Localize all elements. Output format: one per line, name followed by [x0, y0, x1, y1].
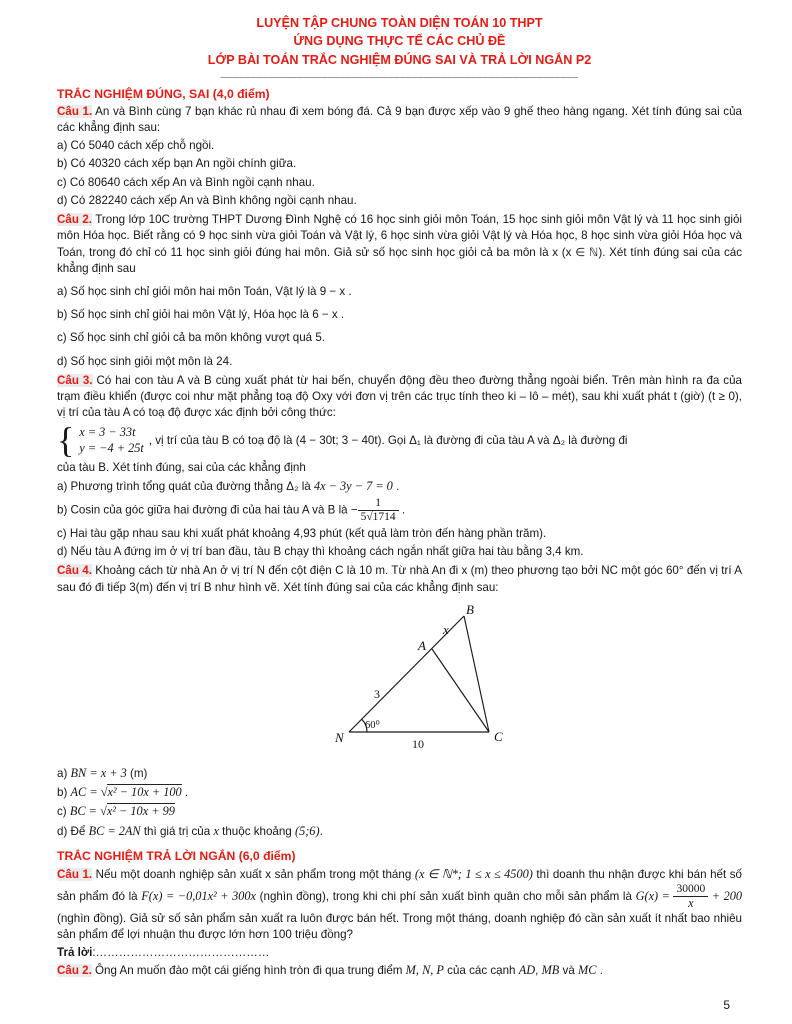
q4-d-text: d) Để [57, 824, 89, 838]
answer-line [57, 946, 742, 959]
q3-text-after-system: , vị trí của tàu B có toạ độ là (4 − 30t; 3 − 40t). Gọi Δ₁ là đường đi của tàu A và Δ₂ là đường đi [148, 433, 628, 447]
q3-a-equation: 4x − 3y − 7 = 0 [313, 479, 393, 494]
short-answer-question-2 [57, 962, 742, 979]
question-3-paragraph [57, 373, 742, 422]
sa-q1-text-4: (nghìn đồng). Giả sử số sản phẩm sản xuất ra luôn được bán hết. Trong một tháng, doanh nghiệp đó cần sản xuất ít nhất bao nhiêu sản phẩm để lợi nhuận thu được lớn hơn 100 triệu đồng? [57, 911, 742, 941]
sa-q2-midpoints: M, N, P [405, 963, 444, 978]
title-line-2: ỨNG DỤNG THỰC TẾ CÁC CHỦ ĐỀ [293, 34, 506, 49]
length-label-NC: 10 [412, 736, 424, 751]
q3-b-fraction [358, 497, 399, 524]
question-4-label: Câu 4. [57, 564, 92, 578]
fraction-denominator [358, 511, 399, 524]
sa-q2-side-MB: MB [541, 963, 560, 978]
sa-q1-domain-condition: (x ∈ ℕ*; 1 ≤ x ≤ 4500) [414, 866, 533, 881]
q1-statement-a: a) Có 5040 cách xếp chỗ ngồi. [57, 139, 215, 153]
sa-q2-period: . [596, 964, 603, 978]
title-line-1: LUYỆN TẬP CHUNG TOÀN DIỆN TOÁN 10 THPT [256, 16, 543, 30]
q2-statement-c: c) Số học sinh chỉ giỏi cả ba môn không vượt quá 5. [57, 331, 325, 345]
sa-q1-text-2: thì doanh thu nhận được khi bán hết số sản phẩm đó là [57, 867, 742, 903]
answer-label: Trả lời [57, 946, 93, 960]
fraction-numerator: 1 [358, 497, 399, 511]
question-2-paragraph [57, 212, 742, 277]
q4-statement-c [57, 803, 742, 820]
q4-statement-a [57, 765, 742, 782]
q4-c-equation: BC = [69, 804, 101, 819]
sa-q2-side-MC: MC [578, 963, 597, 978]
question-1-text: An và Bình cùng 7 bạn khác rủ nhau đi xem bóng đá. Cả 9 bạn được xếp vào 9 ghế theo hàng ngang. Xét tính đúng sai của các khẳng định sau: [57, 104, 742, 134]
q4-d-equation: BC = 2AN [88, 823, 141, 838]
q4-figure-wrapper [319, 604, 742, 759]
system-lines [79, 425, 144, 457]
q3-equation-system [57, 420, 742, 461]
page-number: 5 [723, 998, 730, 1012]
question-3-text: Có hai con tàu A và B cùng xuất phát từ hai bến, chuyển động đều theo đường thẳng ngoài biển. Trên màn hình ra đa của trạm điều khiển (được coi như mặt phẳng toạ độ Oxy với đơn vị trên các trục tính theo ki – lô – mét), sau khi xuất phát t (giờ) (t ≥ 0), vị trí của tàu A có toạ độ được xác định bởi công thức: [57, 373, 742, 420]
question-4-text: Khoảng cách từ nhà An ở vị trí N đến cột điện C là 10 m. Từ nhà An đi x (m) theo phương tạo bởi NC một góc 60° đến vị trí A sau đó đi tiếp 3(m) đến vị trí B như hình vẽ. Xét tính đúng sai của các khẳng định sau: [57, 564, 742, 594]
vertex-label-C: C [494, 728, 503, 744]
length-label-NA: 3 [374, 686, 380, 701]
q4-d-variable: x [213, 823, 219, 838]
sa-question-1-label: Câu 1. [57, 867, 93, 881]
q4-c-letter: c) [57, 805, 70, 819]
denominator-radicand: 1714 [372, 511, 396, 524]
triangle-figure [319, 604, 534, 756]
sqrt-sign: √ [100, 785, 108, 800]
fraction-denominator: x [688, 895, 694, 910]
q2-statement-b: b) Số học sinh chỉ giỏi hai môn Vật lý, Hóa học là 6 − x . [57, 308, 345, 322]
answer-dots: :……………………………………… [92, 946, 270, 960]
q1-statement-b: b) Có 40320 cách xếp bạn An ngồi chính giữa. [57, 157, 297, 171]
denominator-coefficient: 5√ [360, 511, 373, 524]
question-2-label: Câu 2. [57, 213, 93, 227]
sa-q1-text-1: Nếu một doanh nghiệp sản xuất x sản phẩm trong một tháng [92, 867, 415, 881]
q2-statement-a: a) Số học sinh chỉ giỏi môn hai môn Toán, Vật lý là 9 − x . [57, 284, 352, 298]
question-1-label: Câu 1. [57, 104, 93, 118]
q4-b-radicand: x² − 10x + 100 [107, 785, 182, 800]
vertex-label-B: B [466, 603, 474, 617]
sa-q2-text-3: , [535, 964, 542, 978]
q2-statement-d: d) Số học sinh giỏi một môn là 24. [57, 354, 233, 368]
sa-q1-text-3: (nghìn đồng), trong khi chi phí sản xuất bình quân cho mỗi sản phẩm là [255, 889, 636, 903]
length-label-AB: x [443, 621, 449, 637]
q1-statement-d: d) Có 282240 cách xếp An và Bình không ngồi cạnh nhau. [57, 193, 357, 207]
system-brace: { [57, 420, 75, 461]
angle-label-60: 60⁰ [365, 719, 380, 731]
q4-d-text-3: thuộc khoảng [218, 824, 295, 838]
header-divider: ____________________________________________________________ [220, 68, 579, 78]
q3-a-period: . [392, 480, 400, 494]
question-4-paragraph [57, 563, 742, 595]
system-line-y: y = −4 + 25t [79, 440, 144, 455]
sa-q2-text-2: của các cạnh [443, 964, 519, 978]
q4-a-equation: BN = x + 3 [70, 765, 127, 780]
sa-q2-text-1: Ông An muốn đào một cái giếng hình tròn đi qua trung điểm [91, 964, 406, 978]
question-3-label: Câu 3. [57, 373, 93, 387]
q3-b-text: b) Cosin của góc giữa hai đường đi của hai tàu A và B là − [57, 503, 358, 517]
question-1-paragraph [57, 104, 742, 136]
vertex-label-A: A [418, 637, 426, 653]
q4-b-letter: b) [57, 786, 71, 800]
sa-q1-revenue-formula: F(x) = −0,01x² + 300x [141, 888, 256, 903]
sa-q1-cost-formula-lhs: G(x) = [635, 888, 674, 903]
q4-statement-d [57, 823, 742, 840]
q4-d-interval: (5;6) [294, 823, 320, 838]
short-answer-question-1 [57, 866, 742, 943]
q3-statement-d: d) Nếu tàu A đứng im ở vị trí ban đầu, tàu B chạy thì khoảng cách ngắn nhất giữa hai tàu bằng 3,4 km. [57, 545, 584, 559]
fraction-numerator: 30000 [673, 883, 708, 897]
sa-q2-side-AD: AD [518, 963, 536, 978]
system-line-x: x = 3 − 33t [79, 424, 136, 439]
q4-d-period: . [319, 824, 323, 838]
question-2-text: Trong lớp 10C trường THPT Dương Đình Nghệ có 16 học sinh giỏi môn Toán, 15 học sinh giỏi môn Vật lý và 11 học sinh giỏi môn Hóa học. Biết rằng có 9 học sinh vừa giỏi Toán và Vật lý, 6 học sinh vừa giỏi Vật lý và Hóa học, 8 học sinh vừa giỏi Hóa học và Toán, trong đó chỉ có 11 học sinh giỏi đúng hai môn. Giả sử số học sinh học giỏi cả ba môn là x (x ∈ ℕ). Xét tính đúng sai của các khẳng định sau [57, 213, 743, 275]
sa-question-2-label: Câu 2. [57, 964, 92, 978]
sa-q1-cost-fraction [673, 883, 708, 911]
title-line-3: LỚP BÀI TOÁN TRẮC NGHIỆM ĐÚNG SAI VÀ TRẢ LỜI NGẮN P2 [207, 52, 592, 67]
q4-statement-b [57, 784, 742, 801]
sa-q1-cost-formula-tail: + 200 [708, 888, 743, 903]
vertex-label-N: N [335, 729, 344, 745]
sa-q2-text-4: và [559, 964, 579, 978]
q3-statement-a [57, 478, 742, 495]
q1-statement-c: c) Có 80640 cách xếp An và Bình ngồi cạnh nhau. [57, 175, 315, 189]
section-heading-true-false: TRẮC NGHIỆM ĐÚNG, SAI (4,0 điểm) [57, 86, 270, 101]
q3-text-after-system-2: của tàu B. Xét tính đúng, sai của các khẳng định [57, 460, 306, 474]
sqrt-sign: √ [100, 804, 107, 819]
document-header [57, 14, 742, 69]
q4-b-equation: AC = [70, 785, 101, 800]
q3-statement-c: c) Hai tàu gặp nhau sau khi xuất phát khoảng 4,93 phút (kết quả làm tròn đến hàng phần trăm). [57, 527, 547, 541]
q3-a-text: a) Phương trình tổng quát của đường thẳng Δ₂ là [57, 480, 314, 494]
section-heading-short-answer: TRẮC NGHIỆM TRẢ LỜI NGẮN (6,0 điểm) [57, 848, 296, 863]
q4-b-period: . [181, 786, 189, 800]
q4-d-text-2: thì giá trị của [140, 824, 214, 838]
q3-statement-b [57, 497, 742, 524]
q4-a-unit: (m) [126, 766, 148, 780]
q3-b-period: . [398, 503, 406, 517]
q4-a-letter: a) [57, 766, 71, 780]
q4-c-radicand: x² − 10x + 99 [106, 804, 175, 819]
